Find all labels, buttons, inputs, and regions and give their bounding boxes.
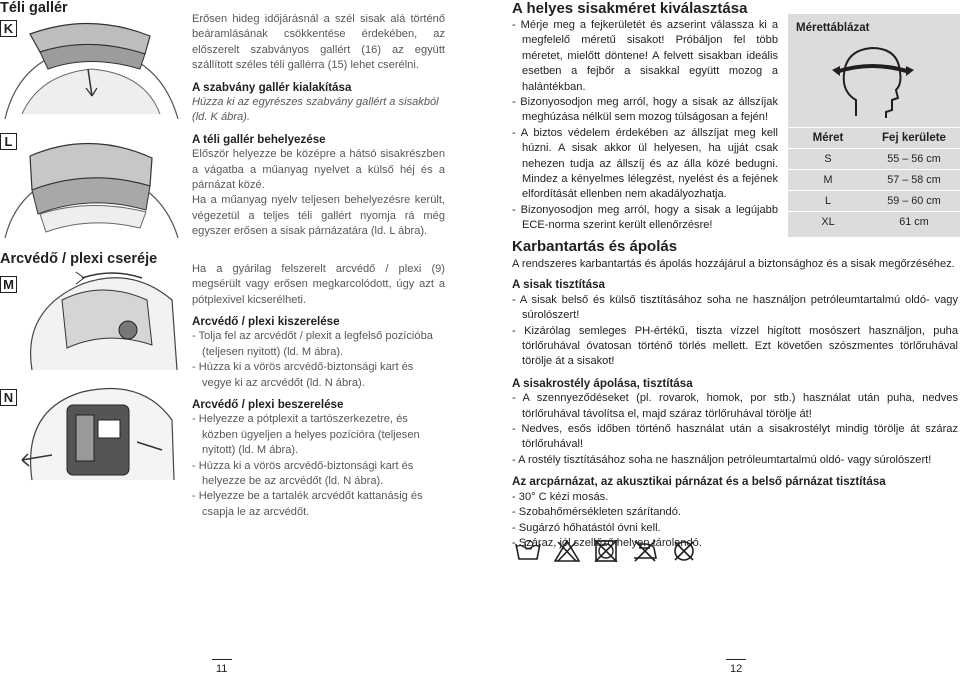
winter-collar-intro: Erősen hideg időjárásnál a szél sisak alá történő beáramlásának csökkentése érdekében, az előszerelt szabványos gallért (16) az együtt szállított széles téli gallérra (15) lehet cserélni. — [192, 13, 445, 72]
visor-install-step-2: - Húzza ki a vörös arcvédő-biztonsági kart és helyezze be az arcvédőt (ld. N ábra). — [192, 459, 414, 487]
padding-item-4: - Száraz, jól szellőző helyen tárolandó. — [512, 536, 702, 549]
visor-install-heading: Arcvédő / plexi beszerelése — [192, 397, 344, 411]
circ-cell: 61 cm — [868, 212, 960, 233]
no-iron-icon — [632, 540, 658, 562]
care-section — [512, 257, 958, 551]
clean-item-1: - A sisak belső és külső tisztításához soha ne használjon petróleumtartalmú oldó- vagy súrolószert! — [512, 293, 958, 322]
clean-item-2: - Kizárólag semleges PH-értékű, tiszta vízzel higított mosószert használjon, puha törlőruhával óvatosan történő törlés mellett. Ezt követően szószmentes törlőruhával törölje át a sisakot! — [512, 324, 958, 368]
size-cell: M — [788, 170, 868, 191]
size-step-2: - Bizonyosodjon meg arról, hogy a sisak az állszíjak meghúzása nélkül sem mozog túlságosan a fején! — [512, 96, 778, 124]
grille-item-2: - Nedves, esős időben történő használat után a sisakrostélyt mindig törölje át száraz törlőruhával! — [512, 423, 958, 451]
circ-cell: 55 – 56 cm — [868, 149, 960, 170]
page-number-left: 11 — [216, 663, 228, 675]
table-row — [788, 170, 960, 191]
page-number-right: 12 — [730, 663, 743, 675]
padding-item-1: - 30° C kézi mosás. — [512, 490, 609, 503]
head-measure-icon — [830, 40, 916, 120]
size-cell: L — [788, 191, 868, 212]
winter-collar-text-2: Ha a műanyag nyelv teljesen behelyezésre került, végezetül a teljes téli gallért nyomja rá még egyszer erősen a sisak párnázatára (ld. L ábra). — [192, 194, 445, 238]
padding-item-2: - Szobahőmérsékleten szárítandó. — [512, 506, 681, 519]
visor-change-title: Arcvédő / plexi cseréje — [0, 251, 158, 267]
figure-k-illustration — [0, 14, 182, 124]
size-cell: XL — [788, 212, 868, 233]
grille-item-3: - A rostély tisztításához soha ne használjon petróleumtartalmú oldó- vagy súrolószert! — [512, 453, 932, 466]
table-row — [788, 149, 960, 170]
helmet-size-list — [512, 18, 778, 234]
visor-intro: Ha a gyárilag felszerelt arcvédő / plexi (9) megsérült vagy erősen megkarcolódott, úgy azt a pótplexivel kicserélheti. — [192, 262, 445, 306]
figure-label-n: N — [0, 389, 17, 406]
no-tumble-dry-icon — [593, 540, 619, 562]
figure-l-illustration — [0, 128, 182, 240]
winter-collar-title: Téli gallér — [0, 0, 68, 16]
figure-m-illustration — [22, 270, 182, 378]
no-dry-clean-icon — [671, 540, 697, 562]
care-heading: Karbantartás és ápolás — [512, 238, 678, 255]
page-right-rule — [726, 659, 746, 660]
table-row — [788, 191, 960, 212]
visor-install-step-1: - Helyezze a pótplexit a tartószerkezetre, és közben ügyeljen a helyes pozícióra (teljesen nyitott) (ld. M ábra). — [192, 413, 420, 457]
visor-remove-step-2: - Húzza ki a vörös arcvédő-biztonsági kart és vegye ki az arcvédőt (ld. N ábra). — [192, 361, 414, 389]
standard-collar-heading: A szabvány gallér kialakítása — [192, 80, 352, 94]
grille-heading: A sisakrostély ápolása, tisztítása — [512, 376, 693, 390]
figure-label-m: M — [0, 276, 17, 293]
size-table-header — [788, 128, 960, 149]
size-step-4: - Bizonyosodjon meg arról, hogy a sisak a legújabb ECE-norma szerint került ellenőrzésre! — [512, 203, 778, 232]
size-table — [788, 127, 960, 232]
winter-collar-heading: A téli gallér behelyezése — [192, 132, 326, 146]
page-left-rule — [212, 659, 232, 660]
padding-heading: Az arcpárnázat, az akusztikai párnázat és a belső párnázat tisztítása — [512, 475, 886, 489]
visor-remove-heading: Arcvédő / plexi kiszerelése — [192, 314, 340, 328]
grille-item-1: - A szennyeződéseket (pl. rovarok, homok, por stb.) használat után puha, nedves törlőruhával távolítsa el, majd száraz törlőruhával törölje át! — [512, 392, 958, 420]
winter-collar-text-1: Először helyezze be középre a hátsó sisakrészben a vágatba a műanyag nyelvet a külső héj és a párnázat közé. — [192, 148, 445, 192]
figure-label-k: K — [0, 20, 17, 37]
size-cell: S — [788, 149, 868, 170]
visor-remove-step-1: - Tolja fel az arcvédőt / plexit a legfelső pozícióba (teljesen nyitott) (ld. M ábra). — [192, 330, 433, 358]
helmet-size-heading: A helyes sisakméret kiválasztása — [512, 0, 748, 17]
no-bleach-icon — [554, 540, 580, 562]
figure-label-l: L — [0, 133, 17, 150]
size-step-3: - A biztos védelem érdekében az állszíjat meg kell húzni. A sisak akkor ül helyesen, ha ujját csak nehezen tudja az állszíj és az álla közé bedugni. Mindez a kényelmes lélegzést, nyelést és a fejének elfordítását ellenben nem akadályozhatja. — [512, 126, 778, 201]
standard-collar-text: Húzza ki az egyrészes szabvány gallért a sisakból (ld. K ábra). — [192, 96, 439, 124]
middle-column — [192, 12, 445, 520]
handwash-icon — [515, 540, 541, 562]
head-circ-col-header: Fej kerülete — [868, 128, 960, 149]
clean-heading: A sisak tisztítása — [512, 278, 606, 292]
table-row — [788, 212, 960, 233]
visor-install-step-3: - Helyezze be a tartalék arcvédőt kattanásig és csapja le az arcvédőt. — [192, 490, 423, 518]
care-symbols — [515, 540, 697, 562]
padding-item-3: - Sugárzó hőhatástól óvni kell. — [512, 521, 661, 534]
circ-cell: 59 – 60 cm — [868, 191, 960, 212]
circ-cell: 57 – 58 cm — [868, 170, 960, 191]
size-step-1: - Mérje meg a fejkerületét és azserint válassza ki a megfelelő méretű sisakot! Próbáljon fel több méretet, mielőtt döntene! A felvett sisakban ideális esetben a fejbőr a sisakkal együtt mozog a halántékban. — [512, 19, 778, 93]
figure-n-illustration — [12, 380, 182, 488]
care-intro: A rendszeres karbantartás és ápolás hozzájárul a biztonsághoz és a sisak megőrzéséhez. — [512, 258, 955, 270]
size-col-header: Méret — [788, 128, 868, 149]
size-table-title: Mérettáblázat — [796, 22, 870, 34]
